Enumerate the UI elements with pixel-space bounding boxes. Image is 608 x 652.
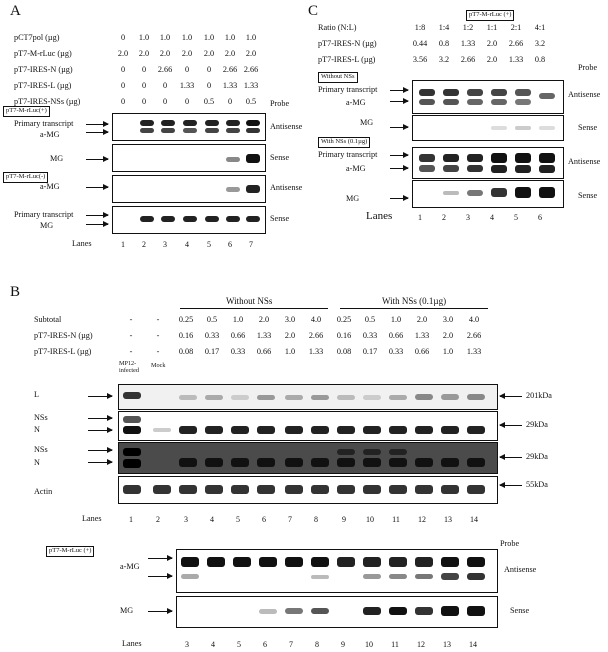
panel-b-col1-header: MP12-infected: [119, 360, 139, 374]
panelB-row-value: 0.66: [388, 331, 404, 340]
lane-number: 6: [263, 640, 267, 649]
lane-number: 9: [342, 515, 346, 524]
panelA-row-value: 2.0: [117, 49, 129, 58]
panel-a-box-minus: pT7-M-rLuc(-): [3, 172, 48, 183]
panelC-row-value: 1:8: [414, 23, 426, 32]
lane-number: 3: [184, 515, 188, 524]
group-divider: [180, 308, 328, 309]
panelA-row-value: 0: [141, 65, 147, 74]
panelC-row-value: 0.8: [438, 39, 450, 48]
panelB-row-label: pT7-IRES-L (µg): [34, 347, 92, 356]
panelA-row-value: 0: [120, 81, 126, 90]
panel-a-blot-4: [112, 206, 266, 234]
panelA-row-value: 1.0: [138, 33, 150, 42]
panelA-row-value: 0: [162, 97, 168, 106]
panelA-row-value: 1.0: [203, 33, 215, 42]
panelA-row-value: 1.0: [181, 33, 193, 42]
panel-b-group-without: Without NSs: [226, 296, 273, 306]
panelA-row-value: 2.0: [138, 49, 150, 58]
panelC-row-value: 1:4: [438, 23, 450, 32]
panelA-row-value: 0: [141, 97, 147, 106]
panelB-row-value: 2.0: [442, 331, 454, 340]
panelC-row-value: 0.8: [534, 55, 546, 64]
panel-c-blot-3: [412, 147, 564, 179]
panelB-row-value: -: [129, 331, 133, 340]
panelB-row-value: 0.66: [230, 331, 246, 340]
panel-a-blot-2: [112, 144, 266, 172]
panelC-row-value: 1:2: [462, 23, 474, 32]
panelA-row-value: 1.33: [222, 81, 238, 90]
arrow-icon: [86, 187, 108, 188]
panel-c-label-primary2: Primary transcript: [318, 150, 378, 159]
panelA-row-value: 1.0: [245, 33, 257, 42]
panel-c-label-mg: MG: [360, 118, 374, 127]
arrow-icon: [148, 558, 172, 559]
panelB-row-value: 2.0: [258, 315, 270, 324]
panelA-row-value: 0: [184, 65, 190, 74]
panel-a-probe-header: Probe: [270, 99, 290, 108]
arrow-icon: [88, 396, 112, 397]
panelA-row-value: 1.33: [243, 81, 259, 90]
panelB-row-value: 3.0: [442, 315, 454, 324]
lane-number: 13: [443, 640, 451, 649]
lane-number: 3: [466, 213, 470, 222]
lane-number: 3: [163, 240, 167, 249]
panel-c-probe-4: Sense: [578, 191, 598, 200]
panelB-row-value: 0.17: [362, 347, 378, 356]
panel-c-probe-3: Antisense: [568, 157, 601, 166]
panel-a-label-mg2: MG: [40, 221, 54, 230]
panelB-row-value: 1.33: [466, 347, 482, 356]
panel-a-label-mg: MG: [50, 154, 64, 163]
panelB-row-value: -: [156, 331, 160, 340]
panel-c-label-amg2: a-MG: [346, 164, 366, 173]
panelB-row-value: 2.66: [466, 331, 482, 340]
lane-number: 1: [121, 240, 125, 249]
lane-number: 13: [444, 515, 452, 524]
panel-c-box-without: Without NSs: [318, 72, 358, 83]
lane-number: 4: [211, 640, 215, 649]
panelB-row-value: 0.25: [336, 315, 352, 324]
panelB-row-value: 1.0: [390, 315, 402, 324]
lane-number: 4: [185, 240, 189, 249]
lane-number: 10: [365, 640, 373, 649]
panelB-row-value: 1.33: [308, 347, 324, 356]
panelC-row-label: pT7-IRES-N (µg): [318, 39, 377, 48]
panelB-row-value: 1.33: [414, 331, 430, 340]
arrow-icon: [390, 198, 408, 199]
panel-b-probe-header: Probe: [500, 539, 520, 548]
panel-c-probe-2: Sense: [578, 123, 598, 132]
arrow-icon: [88, 418, 112, 419]
panel-a-probe-3: Antisense: [270, 183, 303, 192]
panel-b-lanes2-label: Lanes: [122, 639, 142, 648]
panel-b-northern-sense: [176, 596, 498, 628]
panelC-row-value: 1.33: [460, 39, 476, 48]
panelB-row-value: 4.0: [468, 315, 480, 324]
panelA-row-value: 0: [141, 81, 147, 90]
panelA-row-value: 2.66: [243, 65, 259, 74]
panel-b-north-mg: MG: [120, 606, 134, 615]
panel-b-size-2: 29kDa: [526, 420, 548, 429]
panelC-row-label: pT7-IRES-L (µg): [318, 55, 376, 64]
panelB-row-value: 0.16: [178, 331, 194, 340]
arrow-icon: [390, 155, 408, 156]
panel-b-north-amg: a-MG: [120, 562, 140, 571]
panelA-row-value: 2.0: [224, 49, 236, 58]
lane-number: 7: [288, 515, 292, 524]
arrow-icon: [390, 101, 408, 102]
panelA-row-value: 0: [184, 97, 190, 106]
panelB-row-value: 1.33: [256, 331, 272, 340]
panelB-row-value: 0.5: [206, 315, 218, 324]
panel-b-size-3: 29kDa: [526, 452, 548, 461]
panelA-row-label: pT7-IRES-NSs (µg): [14, 97, 81, 106]
arrow-icon: [148, 611, 172, 612]
panelB-row-value: 0.16: [336, 331, 352, 340]
panel-c-box-plus: pT7-M-rLuc (+): [466, 10, 514, 21]
panelB-row-value: -: [129, 347, 133, 356]
panelC-row-value: 2.66: [508, 39, 524, 48]
lane-number: 8: [315, 640, 319, 649]
panel-a-letter: A: [10, 3, 21, 19]
lane-number: 7: [249, 240, 253, 249]
panel-b-western-actin: [118, 476, 498, 504]
group-divider: [340, 308, 488, 309]
panelB-row-value: 1.0: [442, 347, 454, 356]
panelB-row-value: -: [129, 315, 133, 324]
panelB-row-value: 3.0: [284, 315, 296, 324]
panelA-row-value: 0: [227, 97, 233, 106]
panel-b-letter: B: [10, 284, 21, 300]
panelB-row-value: 2.0: [416, 315, 428, 324]
arrow-icon: [86, 224, 108, 225]
lane-number: 4: [490, 213, 494, 222]
arrow-icon: [88, 450, 112, 451]
lane-number: 11: [391, 640, 399, 649]
lane-number: 14: [470, 515, 478, 524]
arrow-icon: [86, 215, 108, 216]
panel-b-col2-header: Mock: [151, 362, 166, 369]
panel-c-label-amg: a-MG: [346, 98, 366, 107]
panelB-row-value: 0.5: [364, 315, 376, 324]
panel-b-label-actin: Actin: [34, 487, 53, 496]
arrow-icon: [86, 124, 108, 125]
panel-b-lanes-label: Lanes: [82, 514, 102, 523]
panelB-row-value: 0.08: [178, 347, 194, 356]
panelB-row-value: 0.66: [256, 347, 272, 356]
panel-b-group-with: With NSs (0.1µg): [382, 296, 447, 306]
lane-number: 5: [236, 515, 240, 524]
lane-number: 2: [442, 213, 446, 222]
panel-a-blot-1: [112, 113, 266, 141]
panel-b-box-plus: pT7-M-rLuc (+): [46, 546, 94, 557]
arrow-icon: [88, 462, 112, 463]
lane-number: 10: [366, 515, 374, 524]
arrow-icon: [86, 132, 108, 133]
panelA-row-value: 2.0: [159, 49, 171, 58]
panelA-row-value: 0: [162, 81, 168, 90]
panel-a-probe-1: Antisense: [270, 122, 303, 131]
arrow-icon: [390, 90, 408, 91]
panelA-row-value: 2.66: [222, 65, 238, 74]
panelB-row-value: 0.33: [230, 347, 246, 356]
panelB-row-label: Subtotal: [34, 315, 62, 324]
panelC-row-value: 0.44: [412, 39, 428, 48]
arrow-icon: [390, 168, 408, 169]
panel-a-box-plus: pT7-M-rLuc(+): [3, 106, 50, 117]
panelA-row-value: 2.66: [157, 65, 173, 74]
panelA-row-label: pT7-M-rLuc (µg): [14, 49, 72, 58]
lane-number: 5: [207, 240, 211, 249]
panel-c-letter: C: [308, 3, 319, 19]
panelA-row-value: 0.5: [245, 97, 257, 106]
panel-b-northern-antisense: [176, 549, 498, 593]
panelB-row-value: 0.25: [178, 315, 194, 324]
panelB-row-value: -: [156, 347, 160, 356]
panel-c-blot-2: [412, 115, 564, 141]
panel-a-label-primary2: Primary transcript: [14, 210, 74, 219]
lane-number: 2: [156, 515, 160, 524]
panelB-row-value: 2.66: [308, 331, 324, 340]
panel-b-size-1: 201kDa: [526, 391, 552, 400]
panelC-row-value: 2.66: [460, 55, 476, 64]
panelC-row-value: 2:1: [510, 23, 522, 32]
panel-b-size-4: 55kDa: [526, 480, 548, 489]
panel-a-label-amg: a-MG: [40, 130, 60, 139]
panelC-row-value: 2.0: [486, 55, 498, 64]
lane-number: 4: [210, 515, 214, 524]
panel-a-blot-3: [112, 175, 266, 203]
panel-b-western-l: [118, 384, 498, 410]
panelC-row-value: 3.2: [438, 55, 450, 64]
panelC-row-value: 4:1: [534, 23, 546, 32]
panelA-row-value: 2.0: [245, 49, 257, 58]
lane-number: 6: [228, 240, 232, 249]
panel-c-label-primary: Primary transcript: [318, 85, 378, 94]
panelA-row-value: 2.0: [203, 49, 215, 58]
arrow-icon: [86, 159, 108, 160]
panelA-row-value: 1.33: [179, 81, 195, 90]
panelA-row-value: 1.0: [224, 33, 236, 42]
panelB-row-value: 0.33: [204, 331, 220, 340]
panel-b-north-probe-2: Sense: [510, 606, 530, 615]
arrow-icon: [148, 576, 172, 577]
lane-number: 5: [237, 640, 241, 649]
lane-number: 12: [418, 515, 426, 524]
panel-b-western-n: [118, 411, 498, 441]
panelC-row-value: 3.2: [534, 39, 546, 48]
panel-c-lanes-label: Lanes: [366, 210, 393, 222]
lane-number: 7: [289, 640, 293, 649]
panel-a-label-amg2: a-MG: [40, 182, 60, 191]
panel-c-blot-4: [412, 180, 564, 208]
panelC-row-label: Ratio (N:L): [318, 23, 357, 32]
panelC-row-value: 3.56: [412, 55, 428, 64]
panel-c-box-with: With NSs (0.1µg): [318, 137, 370, 148]
panelA-row-value: 2.0: [181, 49, 193, 58]
panelA-row-value: 0: [206, 65, 212, 74]
panelA-row-value: 0: [206, 81, 212, 90]
panelA-row-value: 0: [120, 65, 126, 74]
lane-number: 9: [341, 640, 345, 649]
lane-number: 6: [262, 515, 266, 524]
panelB-row-value: 0.33: [388, 347, 404, 356]
panel-b-western-nss-dark: [118, 442, 498, 474]
lane-number: 1: [418, 213, 422, 222]
panelB-row-value: -: [156, 315, 160, 324]
panel-b-label-l: L: [34, 390, 40, 399]
panelA-row-label: pT7-IRES-N (µg): [14, 65, 73, 74]
panelB-row-value: 1.0: [284, 347, 296, 356]
panelB-row-value: 0.33: [362, 331, 378, 340]
panel-a-probe-2: Sense: [270, 153, 290, 162]
panelA-row-value: 0.5: [203, 97, 215, 106]
arrow-icon: [390, 127, 408, 128]
panelA-row-label: pT7-IRES-L (µg): [14, 81, 72, 90]
panel-c-probe-1: Antisense: [568, 90, 601, 99]
panelC-row-value: 1.33: [508, 55, 524, 64]
panel-a-lanes-label: Lanes: [72, 239, 92, 248]
panelB-row-value: 2.0: [284, 331, 296, 340]
panel-b-north-probe-1: Antisense: [504, 565, 537, 574]
panel-b-label-nss2: NSs: [34, 445, 48, 454]
lane-number: 1: [129, 515, 133, 524]
panel-a-probe-4: Sense: [270, 214, 290, 223]
panelB-row-value: 0.17: [204, 347, 220, 356]
arrow-icon: [88, 430, 112, 431]
panelA-row-value: 1.0: [159, 33, 171, 42]
panelB-row-value: 0.08: [336, 347, 352, 356]
panelC-row-value: 2.0: [486, 39, 498, 48]
panelA-row-label: pCT7pol (µg): [14, 33, 60, 42]
arrow-icon: [500, 457, 522, 458]
panelA-row-value: 0: [120, 33, 126, 42]
lane-number: 5: [514, 213, 518, 222]
lane-number: 2: [142, 240, 146, 249]
panel-c-blot-1: [412, 80, 564, 114]
lane-number: 8: [314, 515, 318, 524]
panelB-row-value: 1.0: [232, 315, 244, 324]
panel-b-label-nss: NSs: [34, 413, 48, 422]
panelB-row-value: 4.0: [310, 315, 322, 324]
panel-a-label-primary: Primary transcript: [14, 119, 74, 128]
arrow-icon: [500, 425, 522, 426]
panel-b-label-n: N: [34, 425, 40, 434]
lane-number: 14: [469, 640, 477, 649]
panel-b-label-n2: N: [34, 458, 40, 467]
panel-c-probe-header: Probe: [578, 63, 598, 72]
lane-number: 6: [538, 213, 542, 222]
lane-number: 3: [185, 640, 189, 649]
lane-number: 12: [417, 640, 425, 649]
panelB-row-value: 0.66: [414, 347, 430, 356]
lane-number: 11: [392, 515, 400, 524]
panel-c-label-mg2: MG: [346, 194, 360, 203]
panelC-row-value: 1:1: [486, 23, 498, 32]
arrow-icon: [500, 485, 522, 486]
arrow-icon: [500, 396, 522, 397]
panelA-row-value: 0: [120, 97, 126, 106]
panelB-row-label: pT7-IRES-N (µg): [34, 331, 93, 340]
